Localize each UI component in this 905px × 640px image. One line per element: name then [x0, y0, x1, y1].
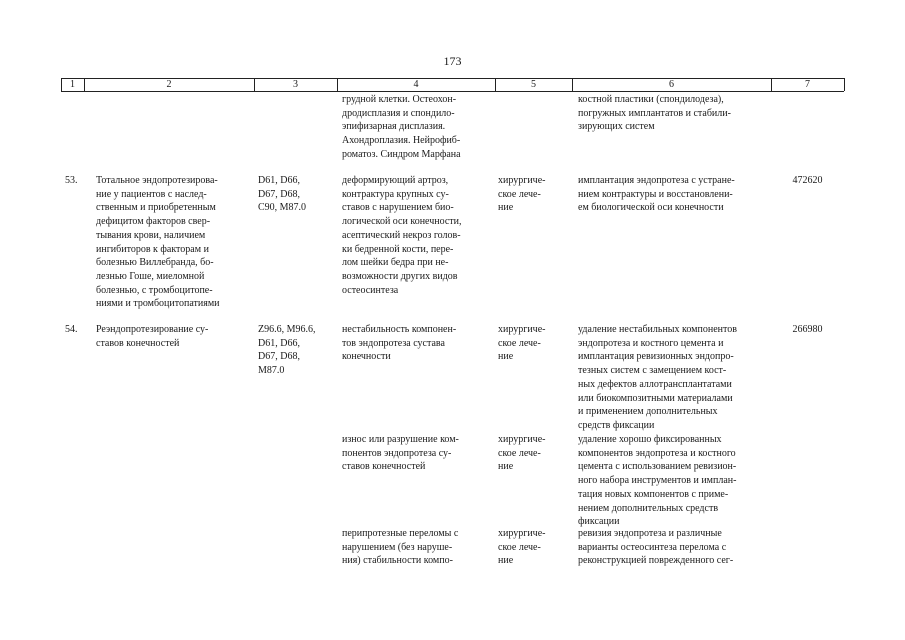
column-number-3: 3 — [293, 79, 298, 90]
row-53-codes-cell: D61, D66, D67, D68, C90, M87.0 — [258, 175, 307, 214]
row-54-treatment-cell-1: хирургиче- ское лече- ние — [498, 324, 546, 363]
page-number: 173 — [443, 54, 462, 68]
table-header-bottom-rule — [61, 91, 844, 92]
column-number-1: 1 — [70, 79, 75, 90]
row-54-treatment-cell-3: хирургиче- ское лече- ние — [498, 528, 546, 567]
table-column-number-row — [61, 78, 844, 91]
column-number-6: 6 — [669, 79, 674, 90]
row-54-name-cell: Реэндопротезирование су- ставов конечностей — [96, 324, 209, 349]
row-53-method-cell: имплантация эндопротеза с устране- нием контрактуры и восстановлени- ем биологической оси конечности — [578, 175, 735, 214]
row-53-name-cell: Тотальное эндопротезирова- ние у пациентов с наслед- ственным и приобретенным дефицитом факторов свер- тывания крови, наличием ингибиторов к факторам и болезнью Виллебранда, бо- лезнью Гоше, миеломной болезнью, с тромбоцитопе- ниями и тромбоцитопатиями — [96, 175, 220, 310]
row-54-cost-cell: 266980 — [792, 324, 823, 335]
row-53-model-cell: деформирующий артроз, контрактура крупных су- ставов с нарушением био- логической оси конечности, асептический некроз голов- ки бедренной кости, пере- лом шейки бедра при не- возможности других видов остеосинтеза — [342, 175, 462, 296]
row-54-number: 54. — [65, 324, 78, 335]
column-number-4: 4 — [413, 79, 419, 90]
column-number-7: 7 — [805, 79, 810, 90]
continuation-method-cell: костной пластики (спондилодеза), погружных имплантатов и стабили- зирующих систем — [578, 94, 731, 133]
row-54-method-cell-2: удаление хорошо фиксированных компонентов эндопротеза и костного цемента с использованием ревизион- ного набора инструментов и имплан- тация новых компонентов с приме- нением дополнительных средств фиксации — [578, 434, 737, 528]
row-54-model-cell-2: износ или разрушение ком- понентов эндопротеза су- ставов конечностей — [342, 434, 459, 473]
row-53-number: 53. — [65, 175, 78, 186]
row-53-cost-cell: 472620 — [792, 175, 823, 186]
row-54-model-cell-1: нестабильность компонен- тов эндопротеза сустава конечности — [342, 324, 457, 363]
column-number-5: 5 — [531, 79, 536, 90]
row-53-treatment-cell: хирургиче- ское лече- ние — [498, 175, 546, 214]
row-54-codes-cell: Z96.6, M96.6, D61, D66, D67, D68, M87.0 — [258, 324, 316, 377]
continuation-model-cell: грудной клетки. Остеохон- дродисплазия и спондило- эпифизарная дисплазия. Ахондроплазия. Нейрофиб- роматоз. Синдром Марфана — [342, 94, 461, 160]
row-54-treatment-cell-2: хирургиче- ское лече- ние — [498, 434, 546, 473]
column-divider — [844, 78, 845, 91]
row-54-method-cell-3: ревизия эндопротеза и различные варианты остеосинтеза перелома с реконструкцией поврежденного сег- — [578, 528, 734, 567]
row-54-model-cell-3: перипротезные переломы с нарушением (без наруше- ния) стабильности компо- — [342, 528, 459, 567]
column-number-2: 2 — [166, 79, 172, 90]
row-54-method-cell-1: удаление нестабильных компонентов эндопротеза и костного цемента и имплантация ревизионных эндопро- тезных систем с замещением кост- ных дефектов аллотрансплантатами или биокомпозитными материалами и применением дополнительных средств фиксации — [578, 324, 737, 431]
